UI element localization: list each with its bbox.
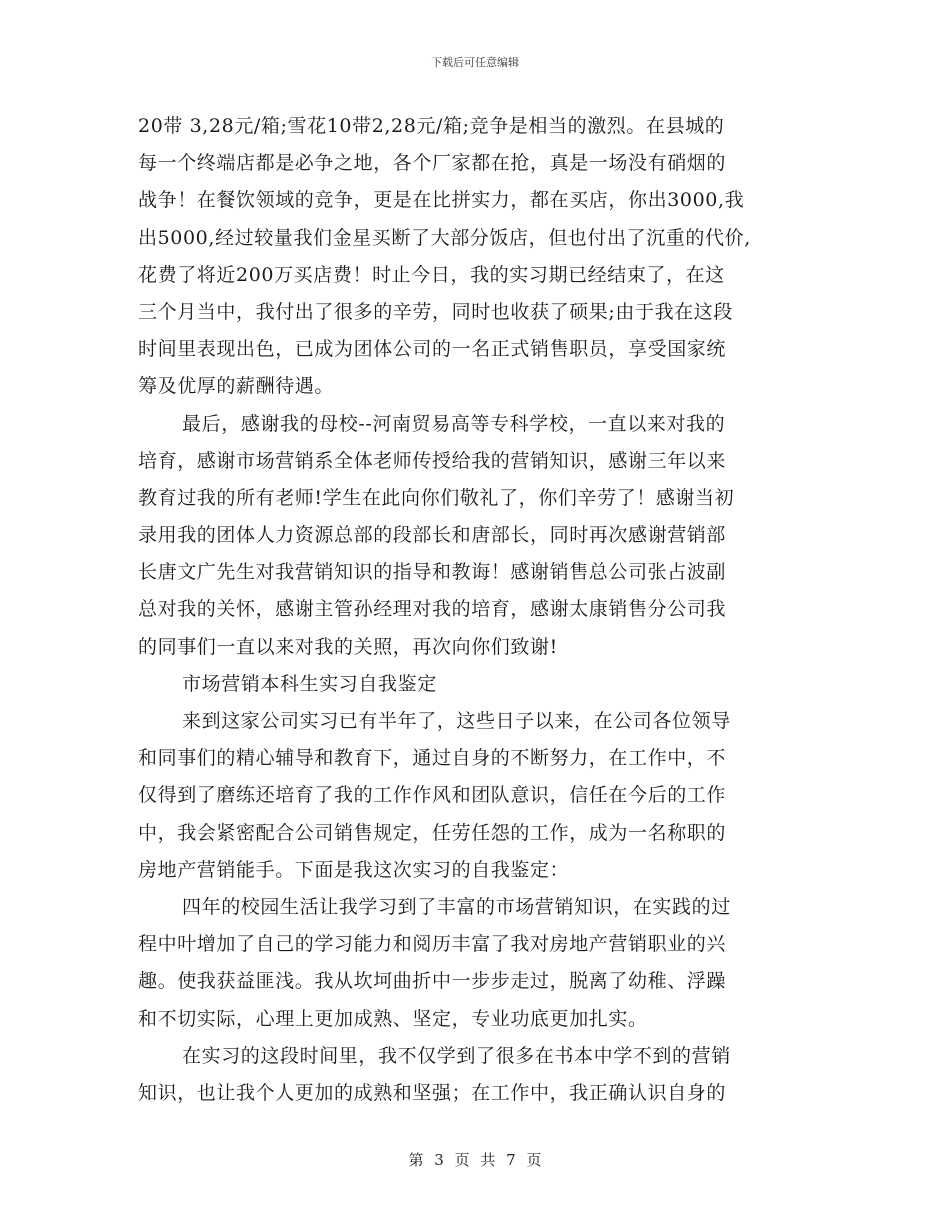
text-line: 最后，感谢我的母校--河南贸易高等专科学校，一直以来对我的	[182, 412, 726, 435]
text-line: 总对我的关怀，感谢主管孙经理对我的培育，感谢太康销售分公司我	[138, 598, 727, 621]
page-header: 下载后可任意编辑	[431, 56, 519, 69]
text-line: 知识，也让我个人更加的成熟和坚强；在工作中，我正确认识自身的	[138, 1081, 727, 1104]
text-line: 培育，感谢市场营销系全体老师传授给我的营销知识，感谢三年以来	[138, 449, 727, 472]
text-line: 出5000,经过较量我们金星买断了大部分饭店，但也付出了沉重的代价,	[138, 226, 751, 249]
text-line: 程中叶增加了自己的学习能力和阅历丰富了我对房地产营销职业的兴	[138, 933, 727, 956]
text-line: 每一个终端店都是必争之地，各个厂家都在抢，真是一场没有硝烟的	[138, 152, 727, 175]
text-line: 来到这家公司实习已有半年了，这些日子以来，在公司各位领导	[182, 710, 731, 732]
text-line: 长唐文广先生对我营销知识的指导和教诲！感谢销售总公司张占波副	[138, 561, 727, 584]
text-line: 花费了将近200万买店费！时止今日，我的实习期已经结束了，在这	[138, 263, 725, 286]
text-line: 教育过我的所有老师!学生在此向你们敬礼了，你们辛劳了！感谢当初	[138, 486, 735, 509]
text-line: 房地产营销能手。下面是我这次实习的自我鉴定：	[138, 858, 570, 881]
text-line: 四年的校园生活让我学习到了丰富的市场营销知识，在实践的过	[182, 895, 731, 918]
text-line: 时间里表现出色，已成为团体公司的一名正式销售职员，享受国家统	[138, 338, 727, 361]
text-line: 中，我会紧密配合公司销售规定，任劳任怨的工作，成为一名称职的	[138, 821, 727, 844]
document-body	[138, 108, 806, 1112]
text-line: 趣。使我获益匪浅。我从坎坷曲折中一步步走过，脱离了幼稚、浮躁	[138, 970, 727, 993]
text-line: 市场营销本科生实习自我鉴定	[182, 672, 437, 695]
text-line: 和不切实际，心理上更加成熟、坚定，专业功底更加扎实。	[138, 1007, 648, 1030]
text-line: 仅得到了磨练还培育了我的工作作风和团队意识，信任在今后的工作	[138, 784, 727, 807]
text-line: 的同事们一直以来对我的关照，再次向你们致谢!	[138, 635, 558, 658]
text-line: 录用我的团体人力资源总部的段部长和唐部长，同时再次感谢营销部	[138, 524, 727, 547]
page-footer: 第 3 页 共 7 页	[408, 1151, 542, 1169]
text-line: 三个月当中，我付出了很多的辛劳，同时也收获了硕果;由于我在这段	[138, 300, 734, 323]
text-line: 在实习的这段时间里，我不仅学到了很多在书本中学不到的营销	[182, 1044, 731, 1067]
text-line: 和同事们的精心辅导和教育下，通过自身的不断努力，在工作中，不	[138, 747, 727, 770]
text-line: 战争！在餐饮领域的竞争，更是在比拼实力，都在买店，你出3000,我	[138, 189, 745, 212]
text-line: 20带 3,28元/箱;雪花10带2,28元/箱;竞争是相当的激烈。在县城的	[138, 115, 725, 137]
text-line: 筹及优厚的薪酬待遇。	[138, 375, 335, 398]
